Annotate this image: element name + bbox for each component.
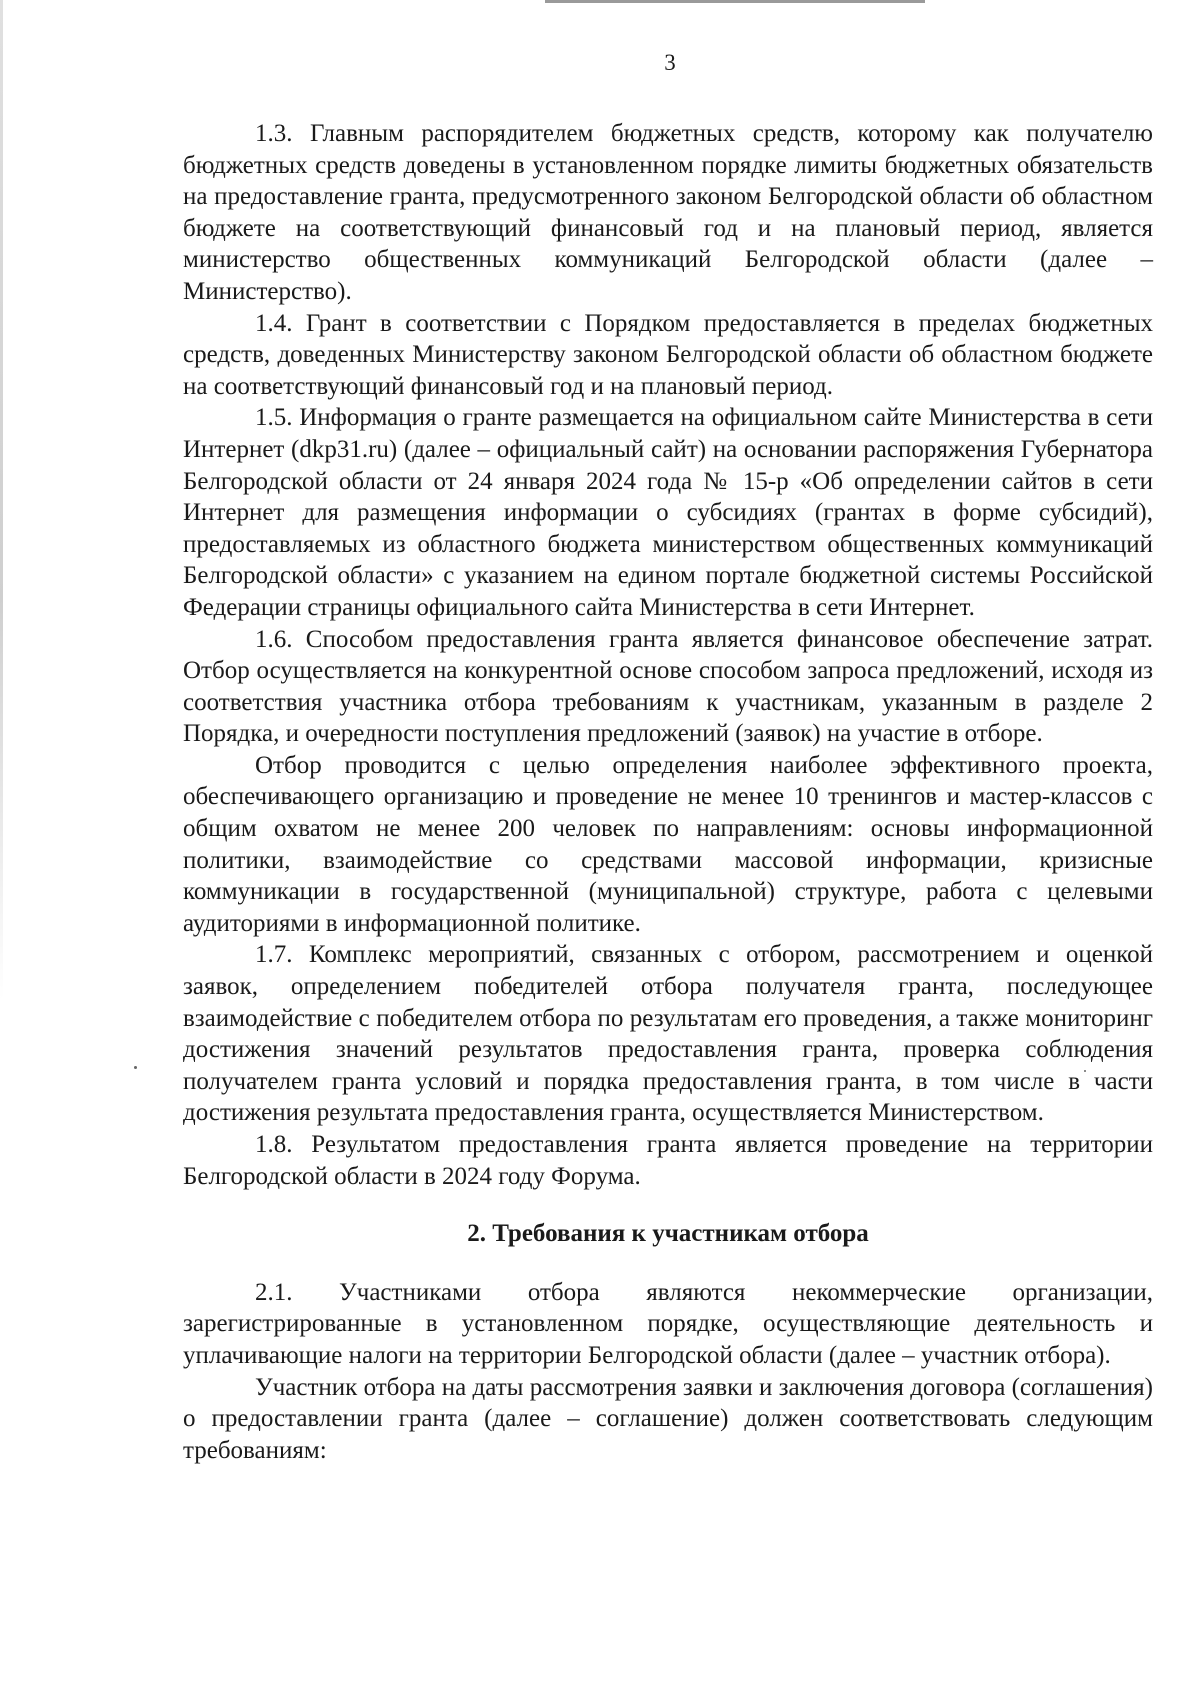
paragraph-1-4: 1.4. Грант в соответствии с Порядком предоставляется в пределах бюджетных средств, доведенных Министерству законом Белгородской области об областном бюджете на соответствующий финансовый год и на плановый период. — [183, 309, 1153, 400]
page-number: 3 — [664, 50, 676, 75]
left-scan-edge — [0, 0, 3, 1000]
paragraph-1-5: 1.5. Информация о гранте размещается на официальном сайте Министерства в сети Интернет (dkp31.ru) (далее – официальный сайт) на основании распоряжения Губернатора Белгородской области от 24 января 2024 года № 15-р «Об определении сайтов в сети Интернет для размещения информации о субсидиях (грантах в форме субсидий), предоставляемых из областного бюджета министерством общественных коммуникаций Белгородской области» с указанием на едином портале бюджетной системы Российской Федерации страницы официального сайта Министерства в сети Интернет. — [183, 404, 1153, 621]
paragraph-1-8: 1.8. Результатом предоставления гранта является проведение на территории Белгородской области в 2024 году Форума. — [183, 1131, 1153, 1190]
paragraph-1-6: 1.6. Способом предоставления гранта является финансовое обеспечение затрат. Отбор осуществляется на конкурентной основе способом запроса предложений, исходя из соответствия участника отбора требованиям к участникам, указанным в разделе 2 Порядка, и очередности поступления предложений (заявок) на участие в отборе. — [183, 625, 1153, 748]
scan-speck — [134, 1066, 137, 1069]
top-scan-rule — [545, 0, 925, 3]
paragraph-1-3: 1.3. Главным распорядителем бюджетных средств, которому как получателю бюджетных средств доведены в установленном порядке лимиты бюджетных обязательств на предоставление гранта, предусмотренного законом Белгородской области об областном бюджете на соответствующий финансовый год и на плановый период, является министерство общественных коммуникаций Белгородской области (далее – Министерство). — [183, 120, 1153, 305]
document-body — [183, 118, 1153, 1466]
paragraph-2-1-requirements: Участник отбора на даты рассмотрения заявки и заключения договора (соглашения) о предоставлении гранта (далее – соглашение) должен соответствовать следующим требованиям: — [183, 1373, 1153, 1464]
paragraph-1-7: 1.7. Комплекс мероприятий, связанных с отбором, рассмотрением и оценкой заявок, определением победителей отбора получателя гранта, последующее взаимодействие с победителем отбора по результатам его проведения, а также мониторинг достижения значений результатов предоставления гранта, проверка соблюдения получателем гранта условий и порядка предоставления гранта, в том числе в части достижения результата предоставления гранта, осуществляется Министерством. — [183, 941, 1153, 1127]
paragraph-2-1: 2.1. Участниками отбора являются некоммерческие организации, зарегистрированные в установленном порядке, осуществляющие деятельность и уплачивающие налоги на территории Белгородской области (далее – участник отбора). — [183, 1278, 1153, 1369]
section-title: 2. Требования к участникам отбора — [467, 1220, 869, 1248]
paragraph-1-6-purpose: Отбор проводится с целью определения наиболее эффективного проекта, обеспечивающего организацию и проведение не менее 10 тренингов и мастер-классов с общим охватом не менее 200 человек по направлениям: основы информационной политики, взаимодействие со средствами массовой информации, кризисные коммуникации в государственной (муниципальной) структуре, работа с целевыми аудиториями в информационной политике. — [183, 751, 1153, 937]
